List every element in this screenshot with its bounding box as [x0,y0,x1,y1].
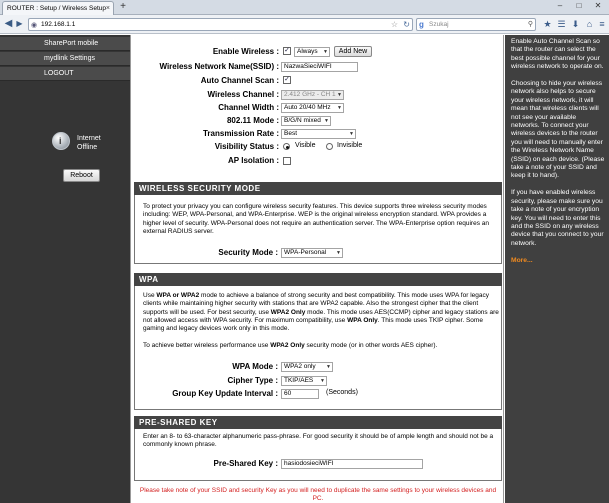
reload-icon[interactable]: ↻ [403,20,410,29]
psk-description: Enter an 8- to 63-character alphanumeric pass-phrase. For good security it should be of ample length and should not be a commonly known phrase. [143,433,494,449]
cipher-type-value: TKIP/AES [284,377,314,384]
chevron-down-icon: ▼ [326,364,331,370]
globe-icon: ◉ [31,22,38,29]
security-mode-select[interactable] [281,248,343,258]
chevron-down-icon: ▼ [336,250,341,256]
search-placeholder: Szukaj [429,21,449,28]
url-bar[interactable] [28,18,413,31]
schedule-select[interactable] [294,47,330,57]
help-text [511,38,605,273]
internet-status-icon: i [52,132,70,150]
auto-channel-label: Auto Channel Scan : [200,76,279,85]
back-arrow-icon[interactable]: ◀ [4,18,13,29]
wpa-section [134,286,502,410]
security-section-header: WIRELESS SECURITY MODE [134,182,502,195]
visibility-label: Visibility Status : [214,142,279,151]
bookmark-star-icon[interactable]: ☆ [390,20,398,29]
download-icon[interactable]: ⬇ [571,19,580,29]
security-mode-label: Security Mode : [218,248,278,257]
psk-section-header: PRE-SHARED KEY [134,416,502,429]
cipher-type-select[interactable] [281,376,327,386]
wpa-tip-text: security mode (or in other words AES cipher). [304,342,438,349]
search-input[interactable] [416,18,536,31]
internet-status [77,134,101,152]
left-sidebar [0,35,130,503]
ssid-label: Wireless Network Name(SSID) : [159,62,279,71]
auto-channel-checkbox[interactable]: ✓ [284,76,290,83]
chevron-down-icon: ▼ [337,105,342,111]
bookmarks-star-icon[interactable]: ★ [543,19,552,29]
wireless-mode-select[interactable] [281,116,331,126]
help-paragraph: Enable Auto Channel Scan so that the router can select the best possible channel for your wireless network to operate on. [511,38,604,71]
wpa-text-bold: WPA Only [347,316,378,324]
transmission-rate-value: Best [284,130,298,137]
help-paragraph: If you have enabled wireless security, please make sure you take a note of your encryption key. You will need to enter this and the SSID on any wireless device that you connect to your network. [511,189,604,247]
wireless-channel-label: Wireless Channel : [207,90,279,99]
wireless-channel-value: 2.412 GHz - CH 1 [284,91,336,98]
schedule-value: Always [297,48,318,55]
wpa-text: mode. This mode uses AES(CCMP) cipher and legacy stations are not allowed access with WPA security. For maximum compatibility, use [143,308,499,324]
reboot-button[interactable]: Reboot [63,169,100,182]
ssid-input[interactable]: NazwaSieciWIFI [281,62,358,72]
wpa-tip [143,342,503,350]
ap-isolation-label: AP Isolation : [228,156,279,165]
invisible-radio[interactable] [326,143,333,150]
wpa-tip-bold: WPA2 Only [270,342,305,349]
channel-width-select[interactable] [281,103,344,113]
help-sidebar [505,35,609,503]
chevron-down-icon: ▼ [324,118,329,124]
security-mode-value: WPA-Personal [284,249,327,256]
psk-section [134,429,502,481]
browser-tab-bar [0,0,609,15]
visible-radio[interactable] [283,143,290,150]
transmission-rate-label: Transmission Rate : [202,129,279,138]
group-key-interval-label: Group Key Update Interval : [172,389,278,398]
help-paragraph: Choosing to hide your wireless network also helps to secure your wireless network, it will mean that wireless clients will not see your available networks. To connect your wireless devices to the router you will need to manually enter the Wireless Network Name (SSID) on each device. (Please take a note of your SSID and keep it to hand). [511,80,605,180]
psk-label: Pre-Shared Key : [213,459,278,468]
security-description: To protect your privacy you can configure wireless security features. This device supports three wireless security modes including: WEP, WPA-Personal, and WPA-Enterprise. WEP is the original wireless encryption standard. WPA provides a higher level of security. WPA-Personal does not require an authentication server. The WPA-Enterprise option requires an external RADIUS server. [143,203,490,235]
forward-arrow-icon[interactable]: ▶ [16,19,23,28]
invisible-radio-label: Invisible [337,142,363,149]
sidebar-item-shareport[interactable]: SharePort mobile [0,37,130,51]
wpa-text: Use [143,292,157,299]
wpa-text: . This mode uses TKIP cipher. Some gaming and legacy devices work only in this mode. [143,316,483,333]
warning-note: Please take note of your SSID and security Key as you will need to duplicate the same settings to your wireless devices and PC. [139,487,497,502]
main-content [130,35,504,503]
wpa-text-bold: WPA2 Only [270,308,306,316]
search-engine-icon: g [419,20,424,29]
visible-radio-label: Visible [295,142,316,149]
wpa-text-bold: WPA or WPA2 [156,292,200,299]
enable-wireless-label: Enable Wireless : [212,47,279,56]
wpa-section-header: WPA [134,273,502,286]
wpa-tip-text: To achieve better wireless performance use [143,342,271,349]
enable-wireless-checkbox[interactable]: ✓ [284,47,290,54]
security-section [134,195,502,264]
wpa-mode-label: WPA Mode : [232,362,278,371]
internet-status-value: Offline [77,144,98,151]
internet-status-label: Internet [77,135,101,142]
tab-close-icon[interactable]: × [105,5,110,12]
chevron-down-icon: ▼ [323,49,328,55]
wireless-mode-value: B/G/N mixed [284,117,321,124]
home-icon[interactable]: ⌂ [586,19,593,29]
url-text: 192.168.1.1 [41,21,76,28]
psk-input[interactable]: hasiodosieciWIFI [281,459,423,469]
channel-width-value: Auto 20/40 MHz [284,104,331,111]
bookmarks-list-icon[interactable]: ☰ [557,19,566,29]
transmission-rate-select[interactable] [281,129,356,139]
more-link[interactable]: More... [511,256,533,264]
minimize-icon[interactable]: – [557,1,563,10]
tab-title: ROUTER : Setup / Wireless Setup [7,5,106,12]
wpa-description [143,292,503,333]
add-new-button[interactable]: Add New [334,46,372,57]
wpa-mode-select[interactable] [281,362,333,372]
new-tab-button[interactable]: + [120,1,126,12]
browser-nav-bar [0,15,609,34]
channel-width-label: Channel Width : [218,103,279,112]
wireless-mode-label: 802.11 Mode : [226,116,279,125]
wireless-channel-select[interactable] [281,90,344,100]
cipher-type-label: Cipher Type : [227,376,278,385]
browser-tab[interactable] [2,1,114,15]
ap-isolation-checkbox[interactable] [283,157,291,165]
sidebar-item-mydlink[interactable]: mydlink Settings [0,52,130,66]
group-key-interval-input[interactable]: 60 [281,389,319,399]
maximize-icon[interactable]: □ [576,1,582,10]
chevron-down-icon: ▼ [337,92,342,98]
group-key-interval-unit: (Seconds) [326,389,358,396]
wpa-text: mode to achieve a balance of strong security and best compatibility. This mode uses WPA for legacy clients while maintaining higher security with stations that are WPA2 capable. Also the strongest cipher that the client supports will be used. For best security, use [143,292,489,316]
menu-icon[interactable]: ≡ [599,19,605,29]
chevron-down-icon: ▼ [320,378,325,384]
window-close-icon[interactable]: ✕ [594,1,602,10]
sidebar-item-logout[interactable]: LOGOUT [0,67,130,81]
search-icon[interactable]: ⚲ [527,21,533,28]
wpa-mode-value: WPA2 only [284,363,316,370]
chevron-down-icon: ▼ [349,131,354,137]
